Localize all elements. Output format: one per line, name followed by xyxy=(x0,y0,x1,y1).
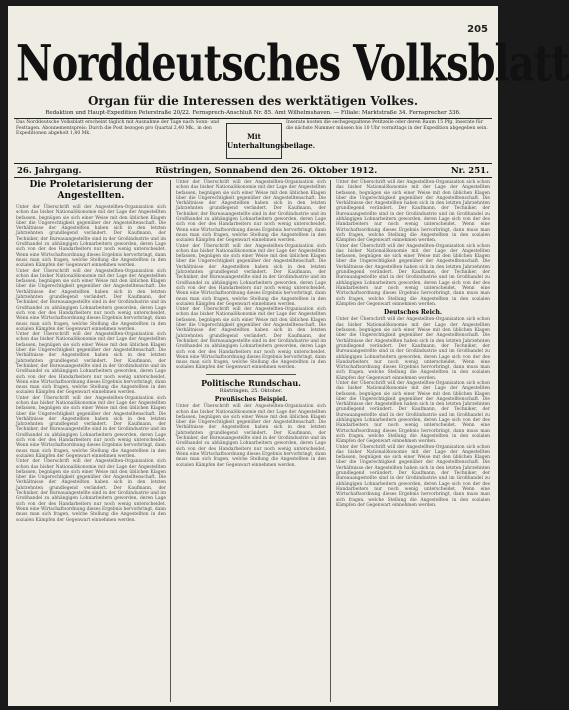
column-3-text-cont4: Unter der Überschrift will der Angestellten-Organisation sich schon das bisher Nationalökonomie mit der Lage der Angestellten befassen, begnügen sie sich einer Weise mit den üblichen Klagen über die Ungerechtigkeit gegenüber der Angestelltenschaft. Die Verhältnisse der Angestellten haben sich in den letzten Jahrzehnten grundlegend verändert. Der Kaufmann, der Techniker, der Bureauangestellte sind in der Großindustrie und im Großhandel zu abhängigen Lohnarbeitern geworden, deren Lage sich von der des Handarbeiters nur noch wenig unterscheidet. Wenn eine Wirtschaftsordnung dieses Ergebnis hervorbringt, dann muss man sich fragen, welche Stellung die Angestellten in den sozialen Kämpfen der Gegenwart einnehmen werden. xyxy=(336,444,490,508)
supplement-badge xyxy=(226,123,316,159)
subscription-info: Das Norddeutsche Volksblatt erscheint täglich mit Ausnahme der Tage nach Sonn- und Festtagen. Abonnementspreis: Durch die Post bezogen pro Quartal 2,40 Mk., in den Expeditionen abgeholt 1,80 Mk. xyxy=(16,120,220,137)
issue-number: Nr. 251. xyxy=(450,165,489,176)
address-line: Redaktion und Haupt-Expedition Peterstraße 20/22. Fernsprech-Anschluß Nr. 85. Amt Wilhelmshaven. — Filiale: Marktstraße 34. Fernsprecher 336. xyxy=(45,110,461,116)
column-3-text-cont2: Unter der Überschrift will der Angestellten-Organisation sich schon das bisher Nationalökonomie mit der Lage der Angestellten befassen, begnügen sie sich einer Weise mit den üblichen Klagen über die Ungerechtigkeit gegenüber der Angestelltenschaft. Die Verhältnisse der Angestellten haben sich in den letzten Jahrzehnten grundlegend verändert. Der Kaufmann, der Techniker, der Bureauangestellte sind in der Großindustrie und im Großhandel zu abhängigen Lohnarbeitern geworden, deren Lage sich von der des Handarbeiters nur noch wenig unterscheidet. Wenn eine Wirtschaftsordnung dieses Ergebnis hervorbringt, dann muss man sich fragen, welche Stellung die Angestellten in den sozialen Kämpfen der Gegenwart einnehmen werden. xyxy=(336,317,490,381)
newspaper-page xyxy=(8,6,569,706)
column-1-text-cont3: Unter der Überschrift will der Angestellten-Organisation sich schon das bisher Nationalökonomie mit der Lage der Angestellten befassen, begnügen sie sich einer Weise mit den üblichen Klagen über die Ungerechtigkeit gegenüber der Angestelltenschaft. Die Verhältnisse der Angestellten haben sich in den letzten Jahrzehnten grundlegend verändert. Der Kaufmann, der Techniker, der Bureauangestellte sind in der Großindustrie und im Großhandel zu abhängigen Lohnarbeitern geworden, deren Lage sich von der des Handarbeiters nur noch wenig unterscheidet. Wenn eine Wirtschaftsordnung dieses Ergebnis hervorbringt, dann muss man sich fragen, welche Stellung die Angestellten in den sozialen Kämpfen der Gegenwart einnehmen werden. xyxy=(16,395,166,459)
page-number: 205 xyxy=(467,24,488,35)
section-dateline: Rüstringen, 25. Oktober. xyxy=(219,387,283,394)
column-3-text-cont3: Unter der Überschrift will der Angestellten-Organisation sich schon das bisher Nationalökonomie mit der Lage der Angestellten befassen, begnügen sie sich einer Weise mit den üblichen Klagen über die Ungerechtigkeit gegenüber der Angestelltenschaft. Die Verhältnisse der Angestellten haben sich in den letzten Jahrzehnten grundlegend verändert. Der Kaufmann, der Techniker, der Bureauangestellte sind in der Großindustrie und im Großhandel zu abhängigen Lohnarbeitern geworden, deren Lage sich von der des Handarbeiters nur noch wenig unterscheidet. Wenn eine Wirtschaftsordnung dieses Ergebnis hervorbringt, dann muss man sich fragen, welche Stellung die Angestellten in den sozialen Kämpfen der Gegenwart einnehmen werden. xyxy=(336,380,490,445)
header-rule xyxy=(14,118,492,119)
column-2 xyxy=(176,180,326,702)
volume: 26. Jahrgang. xyxy=(17,165,82,176)
column-3 xyxy=(336,180,490,702)
column-1-text: Unter der Überschrift will der Angestellten-Organisation sich schon das bisher Nationalökonomie mit der Lage der Angestellten befassen, begnügen sie sich einer Weise mit den üblichen Klagen über die Ungerechtigkeit gegenüber der Angestelltenschaft. Die Verhältnisse der Angestellten haben sich in den letzten Jahrzehnten grundlegend verändert. Der Kaufmann, der Techniker, der Bureauangestellte sind in der Großindustrie und im Großhandel zu abhängigen Lohnarbeitern geworden, deren Lage sich von der des Handarbeiters nur noch wenig unterscheidet. Wenn eine Wirtschaftsordnung dieses Ergebnis hervorbringt, dann muss man sich fragen, welche Stellung die Angestellten in den sozialen Kämpfen der Gegenwart einnehmen werden. xyxy=(16,205,166,269)
subtitle: Organ für die Interessen des werktätigen Volkes. xyxy=(87,94,419,108)
column-separator xyxy=(330,180,331,702)
section-subheading: Preußisches Beispiel. xyxy=(214,395,288,403)
column-3-text-cont: Unter der Überschrift will der Angestellten-Organisation sich schon das bisher Nationalökonomie mit der Lage der Angestellten befassen, begnügen sie sich einer Weise mit den üblichen Klagen über die Ungerechtigkeit gegenüber der Angestelltenschaft. Die Verhältnisse der Angestellten haben sich in den letzten Jahrzehnten grundlegend verändert. Der Kaufmann, der Techniker, der Bureauangestellte sind in der Großindustrie und im Großhandel zu abhängigen Lohnarbeitern geworden, deren Lage sich von der des Handarbeiters nur noch wenig unterscheidet. Wenn eine Wirtschaftsordnung dieses Ergebnis hervorbringt, dann muss man sich fragen, welche Stellung die Angestellten in den sozialen Kämpfen der Gegenwart einnehmen werden. xyxy=(336,243,490,307)
section-divider xyxy=(206,374,296,375)
column-3-text: Unter der Überschrift will der Angestellten-Organisation sich schon das bisher Nationalökonomie mit der Lage der Angestellten befassen, begnügen sie sich einer Weise mit den üblichen Klagen über die Ungerechtigkeit gegenüber der Angestelltenschaft. Die Verhältnisse der Angestellten haben sich in den letzten Jahrzehnten grundlegend verändert. Der Kaufmann, der Techniker, der Bureauangestellte sind in der Großindustrie und im Großhandel zu abhängigen Lohnarbeitern geworden, deren Lage sich von der des Handarbeiters nur noch wenig unterscheidet. Wenn eine Wirtschaftsordnung dieses Ergebnis hervorbringt, dann muss man sich fragen, welche Stellung die Angestellten in den sozialen Kämpfen der Gegenwart einnehmen werden. xyxy=(336,180,490,244)
advert-info: Inserate kosten die sechsgespaltene Petitzeile oder deren Raum 15 Pfg. Inserate für die nächste Nummer müssen bis 10 Uhr vormittags in der Expedition abgegeben sein. xyxy=(286,120,488,131)
column-2-text: Unter der Überschrift will der Angestellten-Organisation sich schon das bisher Nationalökonomie mit der Lage der Angestellten befassen, begnügen sie sich einer Weise mit den üblichen Klagen über die Ungerechtigkeit gegenüber der Angestelltenschaft. Die Verhältnisse der Angestellten haben sich in den letzten Jahrzehnten grundlegend verändert. Der Kaufmann, der Techniker, der Bureauangestellte sind in der Großindustrie und im Großhandel zu abhängigen Lohnarbeitern geworden, deren Lage sich von der des Handarbeiters nur noch wenig unterscheidet. Wenn eine Wirtschaftsordnung dieses Ergebnis hervorbringt, dann muss man sich fragen, welche Stellung die Angestellten in den sozialen Kämpfen der Gegenwart einnehmen werden. xyxy=(176,180,326,244)
article-headline: Die Proletarisierung der Angestellten. xyxy=(29,180,153,201)
column-1 xyxy=(16,180,166,702)
section-subheading-reich: Deutsches Reich. xyxy=(383,309,443,317)
section-heading: Politische Rundschau. xyxy=(201,377,301,388)
column-2-text-cont3: Unter der Überschrift will der Angestellten-Organisation sich schon das bisher Nationalökonomie mit der Lage der Angestellten befassen, begnügen sie sich einer Weise mit den üblichen Klagen über die Ungerechtigkeit gegenüber der Angestelltenschaft. Die Verhältnisse der Angestellten haben sich in den letzten Jahrzehnten grundlegend verändert. Der Kaufmann, der Techniker, der Bureauangestellte sind in der Großindustrie und im Großhandel zu abhängigen Lohnarbeitern geworden, deren Lage sich von der des Handarbeiters nur noch wenig unterscheidet. Wenn eine Wirtschaftsordnung dieses Ergebnis hervorbringt, dann muss man sich fragen, welche Stellung die Angestellten in den sozialen Kämpfen der Gegenwart einnehmen werden. xyxy=(176,404,326,468)
masthead: Norddeutsches Volksblatt xyxy=(16,34,569,93)
dateline xyxy=(14,163,492,178)
column-1-text-cont4: Unter der Überschrift will der Angestellten-Organisation sich schon das bisher Nationalökonomie mit der Lage der Angestellten befassen, begnügen sie sich einer Weise mit den üblichen Klagen über die Ungerechtigkeit gegenüber der Angestelltenschaft. Die Verhältnisse der Angestellten haben sich in den letzten Jahrzehnten grundlegend verändert. Der Kaufmann, der Techniker, der Bureauangestellte sind in der Großindustrie und im Großhandel zu abhängigen Lohnarbeitern geworden, deren Lage sich von der des Handarbeiters nur noch wenig unterscheidet. Wenn eine Wirtschaftsordnung dieses Ergebnis hervorbringt, dann muss man sich fragen, welche Stellung die Angestellten in den sozialen Kämpfen der Gegenwart einnehmen werden. xyxy=(16,459,166,523)
column-2-text-cont: Unter der Überschrift will der Angestellten-Organisation sich schon das bisher Nationalökonomie mit der Lage der Angestellten befassen, begnügen sie sich einer Weise mit den üblichen Klagen über die Ungerechtigkeit gegenüber der Angestelltenschaft. Die Verhältnisse der Angestellten haben sich in den letzten Jahrzehnten grundlegend verändert. Der Kaufmann, der Techniker, der Bureauangestellte sind in der Großindustrie und im Großhandel zu abhängigen Lohnarbeitern geworden, deren Lage sich von der des Handarbeiters nur noch wenig unterscheidet. Wenn eine Wirtschaftsordnung dieses Ergebnis hervorbringt, dann muss man sich fragen, welche Stellung die Angestellten in den sozialen Kämpfen der Gegenwart einnehmen werden. xyxy=(176,243,326,307)
column-1-text-cont: Unter der Überschrift will der Angestellten-Organisation sich schon das bisher Nationalökonomie mit der Lage der Angestellten befassen, begnügen sie sich einer Weise mit den üblichen Klagen über die Ungerechtigkeit gegenüber der Angestelltenschaft. Die Verhältnisse der Angestellten haben sich in den letzten Jahrzehnten grundlegend verändert. Der Kaufmann, der Techniker, der Bureauangestellte sind in der Großindustrie und im Großhandel zu abhängigen Lohnarbeitern geworden, deren Lage sich von der des Handarbeiters nur noch wenig unterscheidet. Wenn eine Wirtschaftsordnung dieses Ergebnis hervorbringt, dann muss man sich fragen, welche Stellung die Angestellten in den sozialen Kämpfen der Gegenwart einnehmen werden. xyxy=(16,268,166,332)
column-separator xyxy=(170,180,171,702)
column-1-text-cont2: Unter der Überschrift will der Angestellten-Organisation sich schon das bisher Nationalökonomie mit der Lage der Angestellten befassen, begnügen sie sich einer Weise mit den üblichen Klagen über die Ungerechtigkeit gegenüber der Angestelltenschaft. Die Verhältnisse der Angestellten haben sich in den letzten Jahrzehnten grundlegend verändert. Der Kaufmann, der Techniker, der Bureauangestellte sind in der Großindustrie und im Großhandel zu abhängigen Lohnarbeitern geworden, deren Lage sich von der des Handarbeiters nur noch wenig unterscheidet. Wenn eine Wirtschaftsordnung dieses Ergebnis hervorbringt, dann muss man sich fragen, welche Stellung die Angestellten in den sozialen Kämpfen der Gegenwart einnehmen werden. xyxy=(16,332,166,396)
issue-date: Rüstringen, Sonnabend den 26. Oktober 1912. xyxy=(155,165,378,176)
supplement-badge-text: Mit Unterhaltungsbeilage. xyxy=(227,132,316,150)
column-2-text-cont2: Unter der Überschrift will der Angestellten-Organisation sich schon das bisher Nationalökonomie mit der Lage der Angestellten befassen, begnügen sie sich einer Weise mit den üblichen Klagen über die Ungerechtigkeit gegenüber der Angestelltenschaft. Die Verhältnisse der Angestellten haben sich in den letzten Jahrzehnten grundlegend verändert. Der Kaufmann, der Techniker, der Bureauangestellte sind in der Großindustrie und im Großhandel zu abhängigen Lohnarbeitern geworden, deren Lage sich von der des Handarbeiters nur noch wenig unterscheidet. Wenn eine Wirtschaftsordnung dieses Ergebnis hervorbringt, dann muss man sich fragen, welche Stellung die Angestellten in den sozialen Kämpfen der Gegenwart einnehmen werden. xyxy=(176,307,326,371)
